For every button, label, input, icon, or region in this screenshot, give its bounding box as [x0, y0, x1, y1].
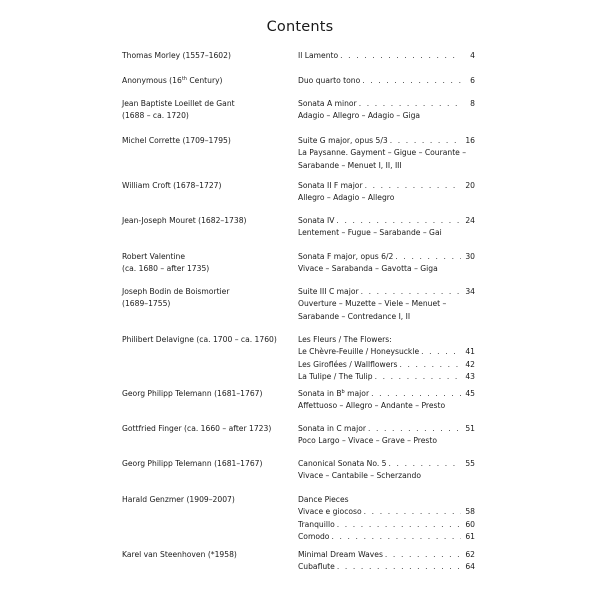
- page-number: 43: [465, 371, 475, 381]
- dot-leader: [400, 359, 462, 371]
- toc-line[interactable]: [298, 286, 475, 298]
- page-number: 60: [465, 519, 475, 529]
- toc-line[interactable]: [298, 75, 475, 87]
- work-block: [298, 549, 475, 574]
- dot-leader: [421, 346, 461, 358]
- toc-line[interactable]: [298, 346, 475, 358]
- dot-leader: [359, 98, 461, 110]
- dot-leader: [395, 251, 461, 263]
- toc-line[interactable]: [298, 50, 475, 62]
- work-block: [298, 494, 475, 543]
- toc-line[interactable]: [298, 458, 475, 470]
- work-block: [298, 135, 475, 172]
- page-number: 34: [465, 287, 475, 296]
- page-number: 16: [465, 136, 475, 145]
- work-title: Duo quarto tono: [298, 76, 361, 85]
- dot-leader: [364, 506, 461, 518]
- movement-list: Adagio – Allegro – Adagio – Giga: [298, 111, 421, 121]
- work-title: Suite III C major: [298, 287, 359, 296]
- work-block: [298, 334, 475, 383]
- page-number: 8: [470, 99, 475, 108]
- dot-leader: [389, 458, 461, 470]
- work-block: [298, 50, 475, 62]
- toc-line[interactable]: [298, 388, 475, 400]
- collection-heading: Les Fleurs / The Flowers:: [298, 335, 392, 344]
- work-block: [298, 423, 475, 448]
- work-title: Sonata II F major: [298, 181, 363, 190]
- composer-name: William Croft (1678–1727): [122, 181, 222, 190]
- page-number: 20: [465, 181, 475, 190]
- work-title: Sonata in C major: [298, 424, 366, 433]
- work-block: [298, 251, 475, 276]
- composer-name: Karel van Steenhoven (*1958): [122, 550, 237, 559]
- movement-list: Sarabande – Menuet I, II, III: [298, 160, 402, 170]
- dot-leader: [368, 423, 461, 435]
- page-number: 45: [465, 389, 475, 398]
- page-number: 51: [465, 424, 475, 433]
- composer-name: Thomas Morley (1557–1602): [122, 51, 231, 60]
- work-block: [298, 98, 475, 123]
- work-block: [298, 180, 475, 205]
- toc-line[interactable]: [298, 98, 475, 110]
- movement-list: Vivace – Cantabile – Scherzando: [298, 471, 422, 481]
- dot-leader: [365, 180, 461, 192]
- dot-leader: [361, 286, 461, 298]
- dot-leader: [375, 371, 461, 383]
- work-title: Sonata F major, opus 6/2: [298, 252, 394, 261]
- toc-line[interactable]: [298, 506, 475, 518]
- work-title: Cubaflute: [298, 562, 335, 572]
- toc-line[interactable]: [298, 371, 475, 383]
- work-title: Comodo: [298, 531, 330, 541]
- page-number: 30: [465, 252, 475, 261]
- page-number: 55: [465, 459, 475, 468]
- collection-heading: Dance Pieces: [298, 495, 349, 504]
- dot-leader: [362, 75, 461, 87]
- toc-line[interactable]: [298, 180, 475, 192]
- work-title: La Tulipe / The Tulip: [298, 371, 373, 381]
- dot-leader: [390, 135, 461, 147]
- toc-line[interactable]: [298, 519, 475, 531]
- work-title: Suite G major, opus 5/3: [298, 136, 388, 145]
- toc-line[interactable]: [298, 423, 475, 435]
- movement-list: Affettuoso – Allegro – Andante – Presto: [298, 401, 446, 411]
- work-title: Il Lamento: [298, 51, 339, 60]
- work-block: [298, 388, 475, 413]
- work-title: Minimal Dream Waves: [298, 550, 383, 559]
- page-number: 64: [465, 562, 475, 572]
- work-title: Canonical Sonata No. 5: [298, 459, 387, 468]
- movement-list: La Paysanne. Gayment – Gigue – Courante –: [298, 148, 467, 158]
- work-title: Tranquillo: [298, 519, 335, 529]
- page-number: 58: [465, 507, 475, 517]
- work-title: Vivace e giocoso: [298, 507, 362, 517]
- dot-leader: [337, 519, 461, 531]
- composer-name: Philibert Delavigne (ca. 1700 – ca. 1760): [122, 335, 277, 344]
- composer-name: Jean Baptiste Loeillet de Gant (1688 – ca. 1720): [122, 99, 235, 121]
- movement-list: Poco Largo – Vivace – Grave – Presto: [298, 436, 438, 446]
- movement-list: Vivace – Sarabanda – Gavotta – Giga: [298, 264, 438, 274]
- toc-line[interactable]: [298, 531, 475, 543]
- page-number: 42: [465, 359, 475, 369]
- composer-name: Robert Valentine (ca. 1680 – after 1735): [122, 252, 210, 274]
- composer-name: Jean-Joseph Mouret (1682–1738): [122, 216, 247, 225]
- composer-name: Michel Corrette (1709–1795): [122, 136, 231, 145]
- toc-line[interactable]: [298, 215, 475, 227]
- movement-list: Ouverture – Muzette – Viele – Menuet –: [298, 299, 447, 309]
- work-title: Sonata IV: [298, 216, 335, 225]
- composer-name: Harald Genzmer (1909–2007): [122, 495, 235, 504]
- work-block: [298, 75, 475, 87]
- page-title: Contents: [266, 19, 334, 35]
- work-block: [298, 215, 475, 240]
- toc-line[interactable]: [298, 135, 475, 147]
- page-number: 6: [470, 76, 475, 85]
- movement-list: Lentement – Fugue – Sarabande – Gai: [298, 228, 442, 238]
- page-number: 4: [470, 51, 475, 60]
- dot-leader: [385, 549, 461, 561]
- toc-line[interactable]: [298, 549, 475, 561]
- page-number: 41: [465, 347, 475, 357]
- toc-line[interactable]: [298, 251, 475, 263]
- composer-name: Georg Philipp Telemann (1681–1767): [122, 459, 263, 468]
- page-number: 24: [465, 216, 475, 225]
- work-title: Le Chèvre-Feuille / Honeysuckle: [298, 347, 420, 357]
- composer-name: Anonymous (16th Century): [122, 76, 223, 85]
- work-title: Les Giroflées / Wallflowers: [298, 359, 398, 369]
- page-number: 62: [465, 550, 475, 559]
- dot-leader: [331, 531, 461, 543]
- toc-line[interactable]: [298, 561, 475, 573]
- dot-leader: [337, 561, 461, 573]
- composer-name: Georg Philipp Telemann (1681–1767): [122, 389, 263, 398]
- movement-list: Sarabande – Contredance I, II: [298, 311, 411, 321]
- work-title: Sonata in $B^b$ major: [298, 389, 370, 398]
- work-block: [298, 458, 475, 483]
- toc-line[interactable]: [298, 359, 475, 371]
- dot-leader: [336, 215, 461, 227]
- composer-name: Gottfried Finger (ca. 1660 – after 1723): [122, 424, 272, 433]
- movement-list: Allegro – Adagio – Allegro: [298, 193, 395, 203]
- work-title: Sonata A minor: [298, 99, 357, 108]
- dot-leader: [371, 388, 461, 400]
- dot-leader: [340, 50, 461, 62]
- work-block: [298, 286, 475, 323]
- composer-name: Joseph Bodin de Boismortier (1689–1755): [122, 287, 230, 309]
- page-number: 61: [465, 531, 475, 541]
